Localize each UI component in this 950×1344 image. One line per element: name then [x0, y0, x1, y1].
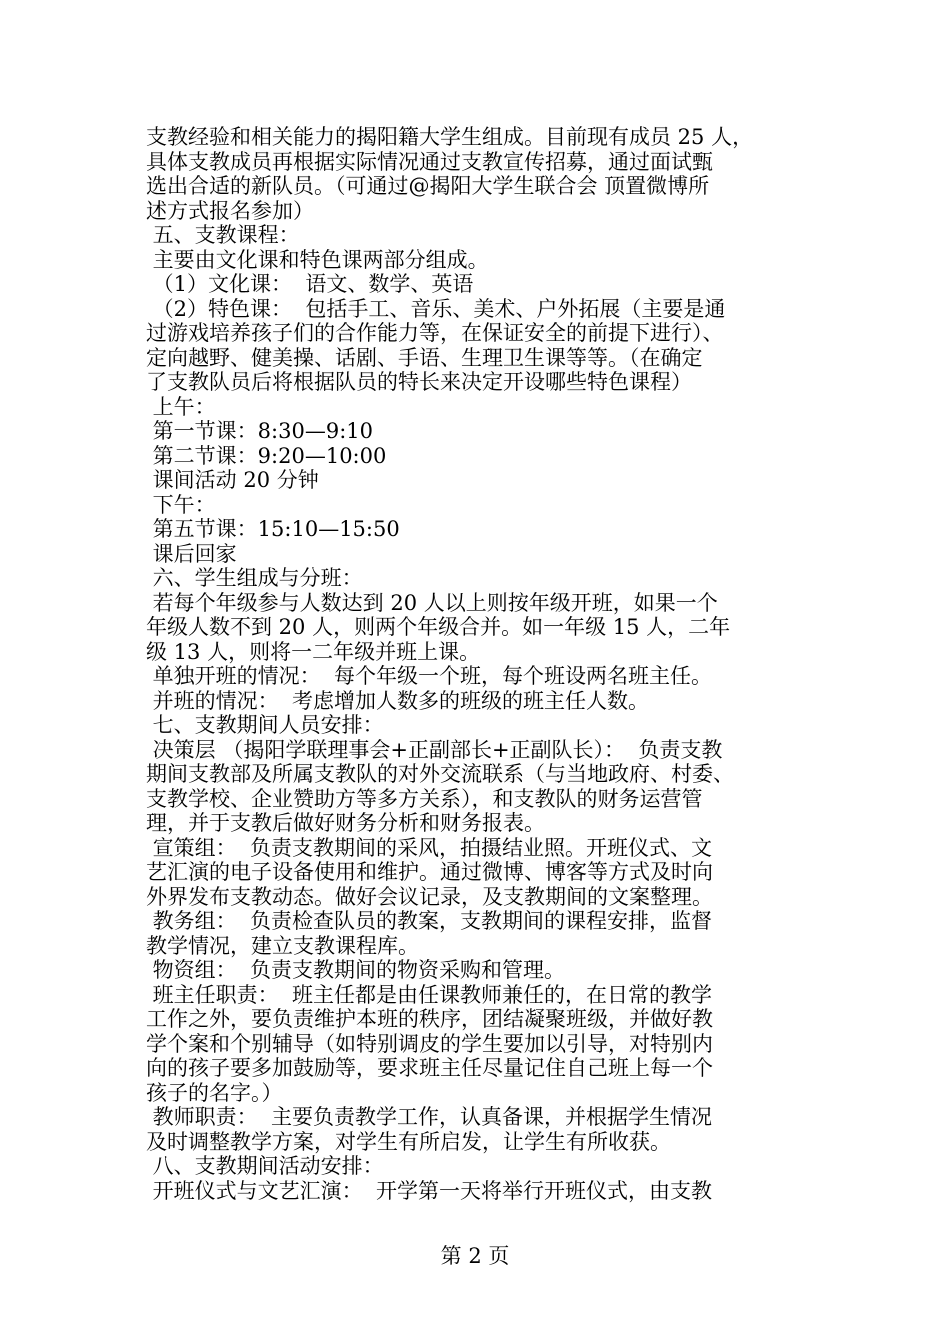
text-line: 第五节课：15:10—15:50 — [146, 517, 400, 541]
text-line: 外界发布支教动态。做好会议记录，及支教期间的文案整理。 — [146, 884, 713, 909]
text-line: 七、支教期间人员安排： — [146, 713, 384, 737]
text-line: 教务组： 负责检查队员的教案，支教期间的课程安排，监督 — [146, 909, 713, 933]
text-line: 八、支教期间活动安排： — [146, 1154, 384, 1178]
text-line: （2）特色课： 包括手工、音乐、美术、户外拓展（主要是通 — [146, 296, 726, 321]
text-line: 六、学生组成与分班： — [146, 566, 363, 590]
text-line: 单独开班的情况： 每个年级一个班，每个班设两名班主任。 — [146, 664, 713, 688]
text-line: 支教学校、企业赞助方等多方关系），和支教队的财务运营管 — [146, 786, 703, 811]
text-line: 选出合适的新队员。（可通过@揭阳大学生联合会 顶置微博所 — [146, 174, 710, 198]
text-line: 宣策组： 负责支教期间的采风，拍摄结业照。开班仪式、文 — [146, 835, 713, 860]
text-line: 并班的情况： 考虑增加人数多的班级的班主任人数。 — [146, 688, 650, 713]
text-line: 理，并于支教后做好财务分析和财务报表。 — [146, 811, 545, 835]
text-line: 决策层 （揭阳学联理事会+正副部长+正副队长）： 负责支教 — [146, 737, 723, 762]
text-line: 若每个年级参与人数达到 20 人以上则按年级开班，如果一个 — [146, 590, 718, 615]
text-line: 第二节课：9:20—10:00 — [146, 443, 387, 468]
text-line: 学个案和个别辅导（如特别调皮的学生要加以引导，对特别内 — [146, 1031, 713, 1056]
text-line: 第一节课：8:30—9:10 — [146, 419, 373, 443]
page-number: 第 2 页 — [440, 1244, 510, 1268]
text-line: 主要由文化课和特色课两部分组成。 — [146, 247, 489, 272]
text-line: 了支教队员后将根据队员的特长来决定开设哪些特色课程） — [146, 370, 692, 394]
text-line: 年级人数不到 20 人，则两个年级合并。如一年级 15 人，二年 — [146, 615, 731, 639]
text-line: 上午： — [146, 394, 216, 419]
text-line: 教师职责： 主要负责教学工作，认真备课，并根据学生情况 — [146, 1105, 713, 1129]
text-line: （1）文化课： 语文、数学、英语 — [146, 272, 474, 296]
text-line: 下午： — [146, 492, 216, 517]
text-line: 开班仪式与文艺汇演： 开学第一天将举行开班仪式，由支教 — [146, 1178, 713, 1203]
text-line: 定向越野、健美操、话剧、手语、生理卫生课等等。（在确定 — [146, 345, 703, 370]
text-line: 述方式报名参加） — [146, 198, 314, 223]
text-line: 及时调整教学方案，对学生有所启发，让学生有所收获。 — [146, 1129, 671, 1154]
text-line: 具体支教成员再根据实际情况通过支教宣传招募，通过面试甄 — [146, 149, 713, 174]
text-line: 教学情况，建立支教课程库。 — [146, 933, 419, 958]
text-line: 过游戏培养孩子们的合作能力等，在保证安全的前提下进行）、 — [146, 321, 724, 345]
document-body — [146, 125, 810, 1203]
text-line: 级 13 人，则将一二年级并班上课。 — [146, 639, 481, 664]
text-line: 班主任职责： 班主任都是由任课教师兼任的，在日常的教学 — [146, 982, 713, 1007]
text-line: 期间支教部及所属支教队的对外交流联系（与当地政府、村委、 — [146, 762, 734, 786]
text-line: 向的孩子要多加鼓励等，要求班主任尽量记住自己班上每一个 — [146, 1056, 713, 1080]
text-line: 支教经验和相关能力的揭阳籍大学生组成。目前现有成员 25 人， — [146, 125, 754, 149]
text-line: 课后回家 — [146, 541, 237, 566]
text-line: 工作之外，要负责维护本班的秩序，团结凝聚班级，并做好教 — [146, 1007, 713, 1031]
text-line: 孩子的名字。） — [146, 1080, 283, 1105]
text-line: 艺汇演的电子设备使用和维护。通过微博、博客等方式及时向 — [146, 860, 713, 884]
text-line: 五、支教课程： — [146, 223, 300, 247]
text-line: 课间活动 20 分钟 — [146, 468, 319, 492]
text-line: 物资组： 负责支教期间的物资采购和管理。 — [146, 958, 566, 982]
